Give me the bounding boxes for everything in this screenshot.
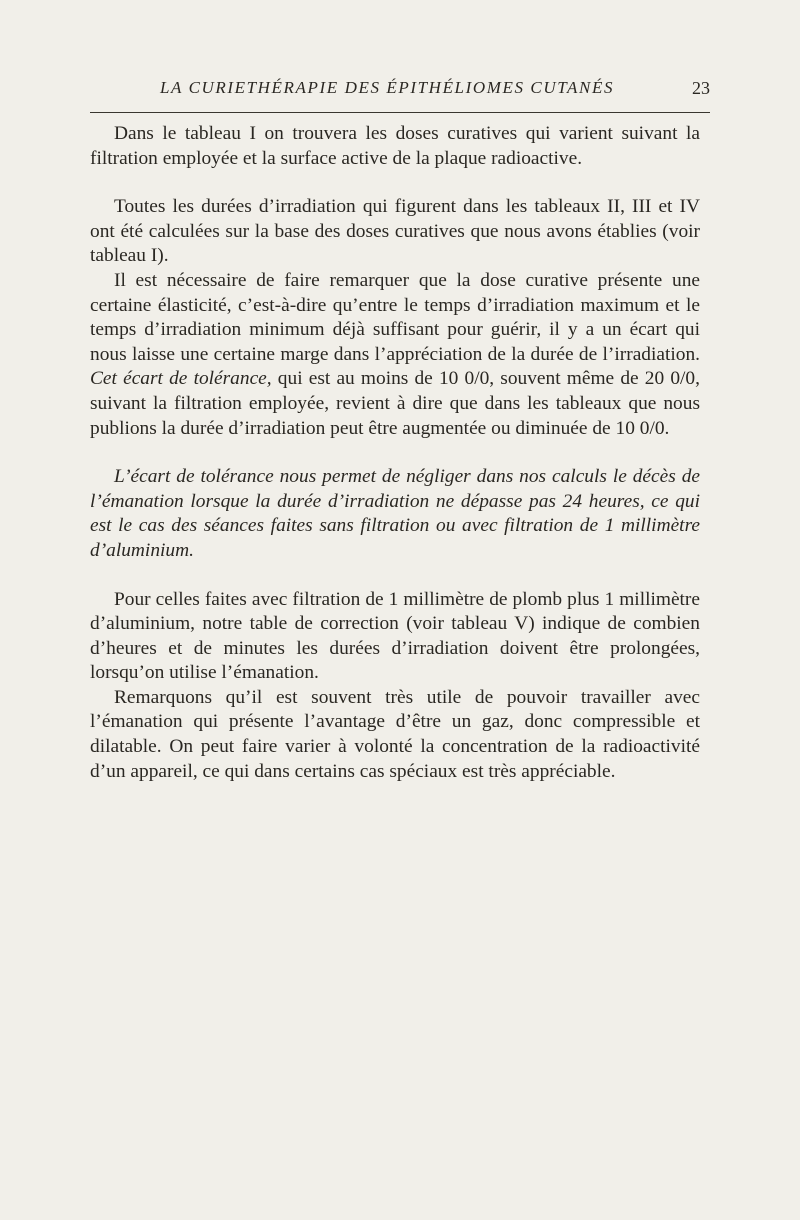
paragraph-4: L’écart de tolérance nous permet de négliger dans nos calculs le décès de l’émanation lorsque la durée d’irradiation ne dépasse pas 24 heures, ce qui est le cas des séances faites sans filtration ou avec filtration de 1 millimètre d’aluminium. [90,466,700,561]
header-rule [90,112,710,113]
running-title: LA CURIETHÉRAPIE DES ÉPITHÉLIOMES CUTANÉS [160,78,615,97]
paragraph-3-text-after: qui est au moins de 10 0/0, souvent même de 20 0/0, suivant la filtration employée, revient à dire que dans les tableaux que nous publions la durée d’irradiation peut être augmentée ou diminuée de 10 0/0. [90,368,700,439]
body-text [90,122,700,784]
running-header [90,78,710,108]
paragraph-5: Pour celles faites avec filtration de 1 millimètre de plomb plus 1 millimètre d’aluminium, notre table de correction (voir tableau V) indique de combien d’heures et de minutes les durées d’irradiation doivent être prolongées, lorsqu’on utilise l’émanation. [90,588,700,684]
paragraph-1: Dans le tableau I on trouvera les doses curatives qui varient suivant la filtration employée et la surface active de la plaque radioactive. [90,123,700,169]
paragraph-6: Remarquons qu’il est souvent très utile de pouvoir travailler avec l’émanation qui présente l’avantage d’être un gaz, donc compressible et dilatable. On peut faire varier à volonté la concentration de la radioactivité d’un appareil, ce qui dans certains cas spéciaux est très appréciable. [90,686,700,782]
paragraph-2: Toutes les durées d’irradiation qui figurent dans les tableaux II, III et IV ont été calculées sur la base des doses curatives que nous avons établies (voir tableau I). [90,196,700,267]
paragraph-3-emphasis: Cet écart de tolérance, [90,368,272,390]
page-number: 23 [692,78,710,98]
paragraph-3-text-before: Il est nécessaire de faire remarquer que la dose curative présente une certaine élasticité, c’est-à-dire qu’entre le temps d’irradiation maximum et le temps d’irradiation minimum déjà suffisant pour guérir, il y a un écart qui nous laisse une certaine marge dans l’appréciation de la durée de l’irradiation. [90,269,700,365]
paragraph-3 [90,269,700,441]
